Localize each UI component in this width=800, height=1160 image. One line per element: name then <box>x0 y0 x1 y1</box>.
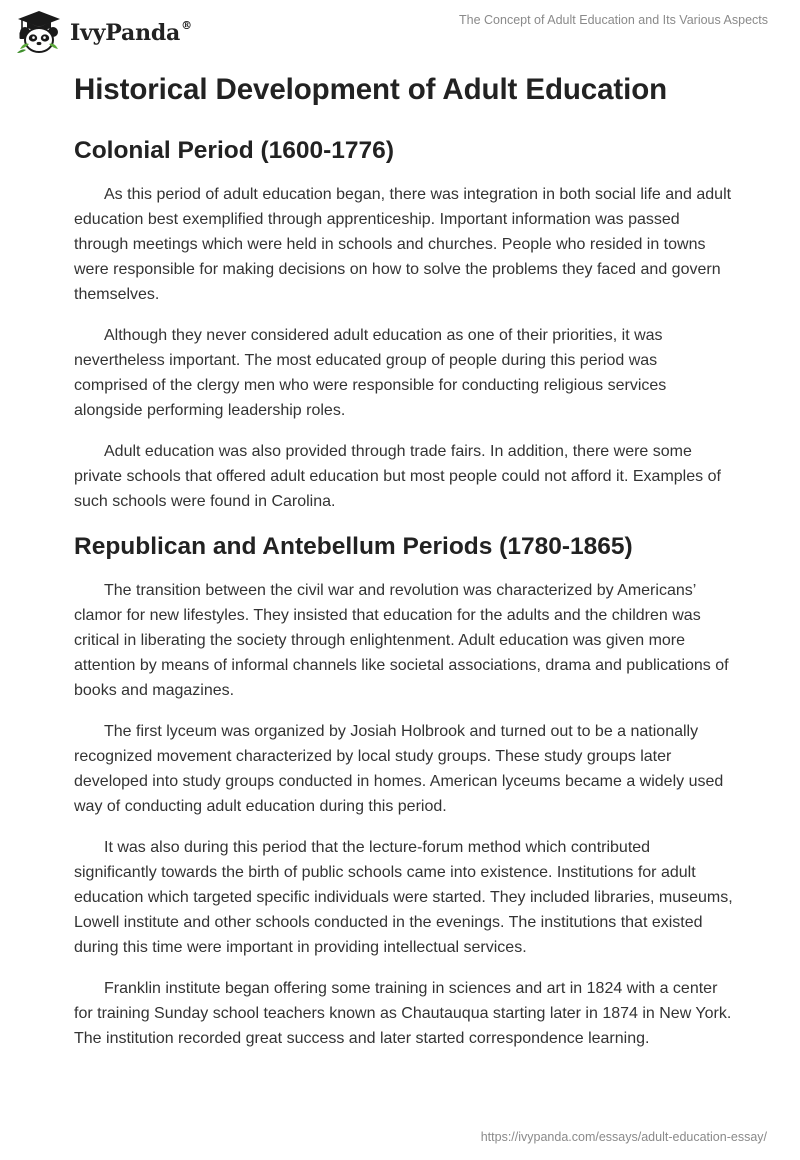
section-heading: Republican and Antebellum Periods (1780-1865) <box>74 533 633 560</box>
section-heading: Colonial Period (1600-1776) <box>74 137 394 164</box>
brand-logo[interactable] <box>14 9 192 55</box>
paragraph: As this period of adult education began, there was integration in both social life and adult education best exemplified through apprenticeship. Important information was passed through meetings which were held in schools and churches. People who resided in towns were responsible for making decisions on how to solve the problems they faced and govern themselves. <box>74 186 732 303</box>
article-content <box>74 68 734 1067</box>
registered-mark: ® <box>181 18 192 32</box>
paragraph: The first lyceum was organized by Josiah Holbrook and turned out to be a nationally recognized movement characterized by local study groups. These study groups later developed into study groups conducted in homes. American lyceums became a widely used way of conducting adult education during this period. <box>74 723 724 815</box>
brand-name: IvyPanda® <box>70 18 192 46</box>
paragraph: Adult education was also provided through trade fairs. In addition, there were some private schools that offered adult education but most people could not afford it. Examples of such schools were found in Carolina. <box>74 443 721 510</box>
source-url-link[interactable]: https://ivypanda.com/essays/adult-education-essay/ <box>480 1130 767 1144</box>
article-title: Historical Development of Adult Education <box>74 73 668 106</box>
section-colonial-period <box>74 134 734 514</box>
panda-graduate-icon <box>14 9 64 55</box>
section-republican-antebellum <box>74 530 734 1051</box>
paragraph: Franklin institute began offering some training in sciences and art in 1824 with a center for training Sunday school teachers known as Chautauqua starting later in 1874 in New York. The institution recorded great success and later started correspondence learning. <box>74 980 732 1047</box>
paragraph: Although they never considered adult education as one of their priorities, it was nevertheless important. The most educated group of people during this period was comprised of the clergy men who were responsible for conducting religious services alongside performing leadership roles. <box>74 327 667 419</box>
paragraph: It was also during this period that the lecture-forum method which contributed significantly towards the birth of public schools came into existence. Institutions for adult education which targeted specific individuals were started. They included libraries, museums, Lowell institute and other schools conducted in the evenings. The institutions that existed during this time were important in providing intellectual services. <box>74 839 733 956</box>
paragraph: The transition between the civil war and revolution was characterized by Americans’ clamor for new lifestyles. They insisted that education for the adults and the children was critical in liberating the society through enlightenment. Adult education was given more attention by means of informal channels like societal associations, drama and publications of books and magazines. <box>74 582 729 699</box>
page-header <box>0 0 800 60</box>
document-title: The Concept of Adult Education and Its Various Aspects <box>459 13 768 27</box>
